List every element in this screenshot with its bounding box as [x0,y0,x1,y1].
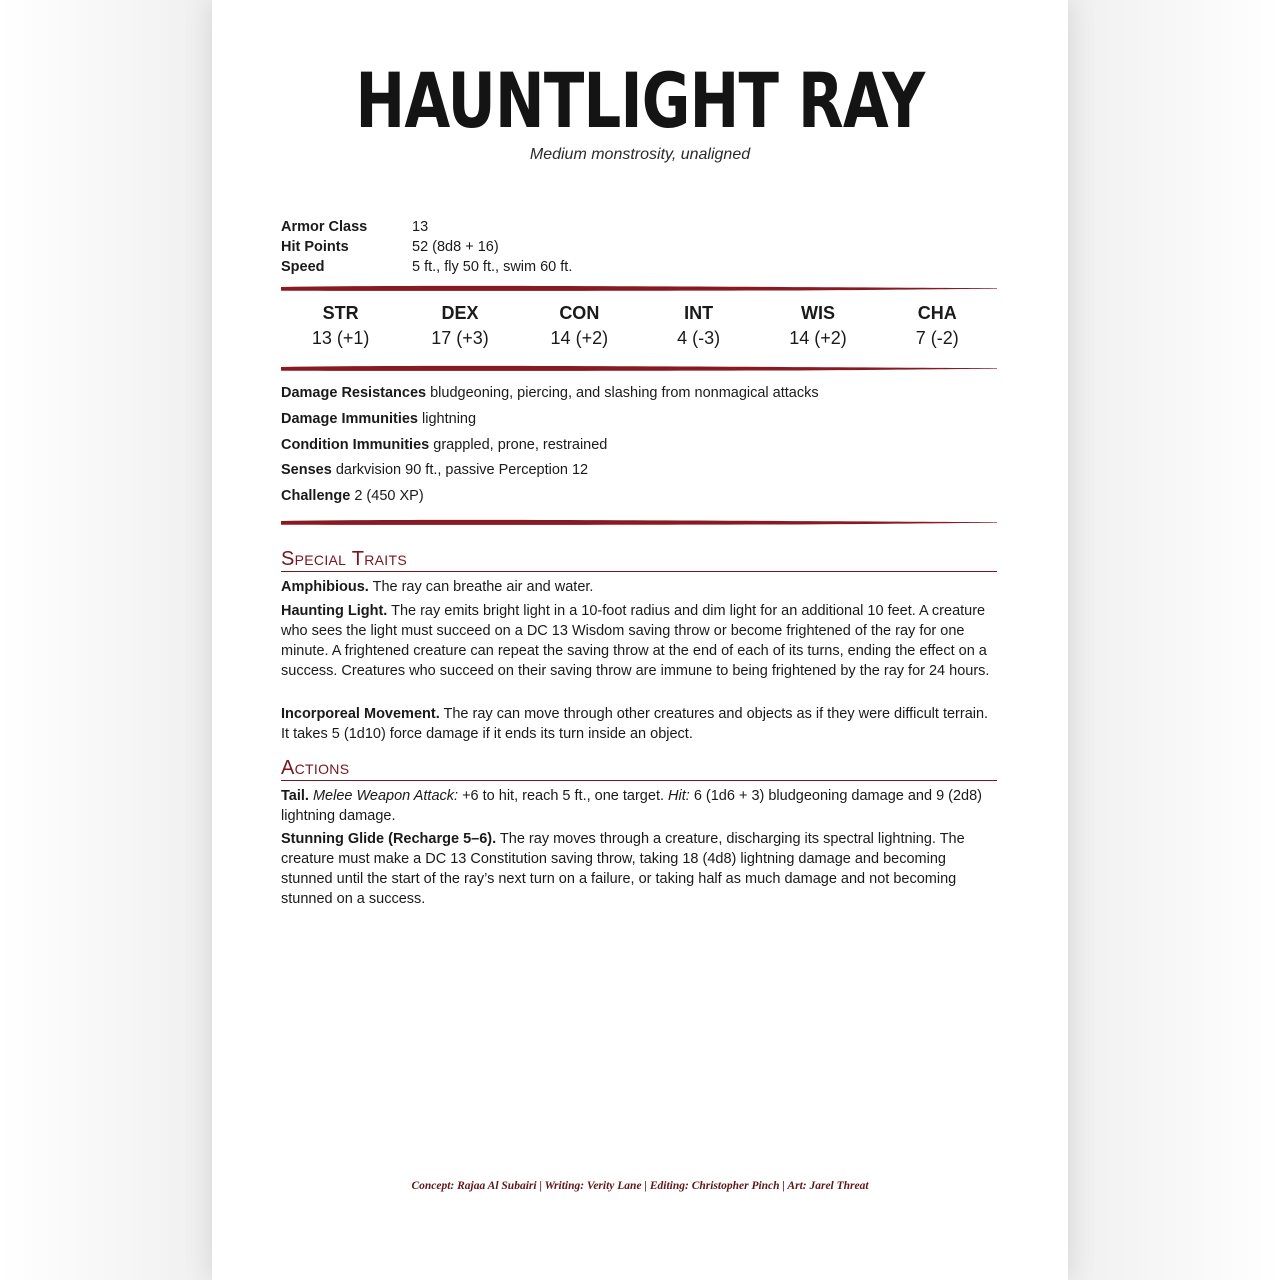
property-label: Condition Immunities [281,436,430,453]
trait-name: Haunting Light. [281,603,388,619]
speed-value: 5 ft., fly 50 ft., swim 60 ft. [412,259,573,275]
divider-rule [281,518,997,524]
ability-value: 13 (+1) [311,328,370,348]
ability-name: WIS [800,303,835,323]
ability-con [520,300,639,350]
trait-amphibious [281,577,997,597]
damage-immunities [281,407,997,433]
hit-points-row [281,237,997,257]
trait-incorporeal-movement [281,704,997,744]
property-label: Senses [281,462,332,479]
hit-label: Hit: [668,788,690,804]
armor-class-value: 13 [412,219,429,235]
action-stunning-glide [281,829,997,909]
trait-text: The ray emits bright light in a 10-foot radius and dim light for an additional 10 feet. A creature who sees the light must succeed on a DC 13 Wisdom saving throw or become frightened of the ray for one minute. A frightened creature can repeat the saving throw at the end of each of its turns, ending the effect on a success. Creatures who succeed on their saving throw are immune to being frightened by the ray for 24 hours. [281,603,990,679]
credits-line: Concept: Rajaa Al Subairi | Writing: Verity Lane | Editing: Christopher Pinch | Art: Jarel Threat [411,1180,869,1192]
property-lines [281,381,997,510]
condition-immunities [281,433,997,459]
property-value: lightning [422,410,477,427]
monster-name: HAUNTLIGHT RAY [355,56,925,145]
property-label: Challenge [281,488,351,505]
trait-haunting-light [281,601,997,681]
speed-label: Speed [281,259,325,275]
trait-name: Incorporeal Movement. [281,706,440,722]
ability-value: 14 (+2) [789,328,847,348]
ability-value: 17 (+3) [431,328,489,348]
hit-text: 6 (1d6 + 3) bludgeoning damage and 9 (2d8) lightning damage. [281,788,983,824]
basic-stats [281,217,997,277]
challenge [281,484,997,510]
hit-points-value: 52 (8d8 + 16) [412,239,499,255]
hit-points-label: Hit Points [281,239,349,255]
action-name: Tail. [281,788,309,804]
ability-name: DEX [441,303,479,323]
divider-rule [281,364,997,370]
ability-cha [878,300,997,350]
ability-value: 14 (+2) [550,328,609,348]
stat-block-page [212,0,1068,1280]
armor-class-row [281,217,997,237]
ability-str [281,300,400,350]
ability-dex [400,300,519,350]
ability-wis [758,300,877,350]
speed-row [281,257,997,277]
ability-scores [281,300,997,350]
action-tail [281,786,997,826]
special-traits-heading: Special Traits [281,547,997,572]
damage-resistances [281,381,997,407]
trait-text: The ray can breathe air and water. [372,579,594,595]
divider-rule [281,284,997,290]
monster-type-line: Medium monstrosity, unaligned [529,146,751,163]
actions-heading: Actions [281,756,997,781]
property-value: darkvision 90 ft., passive Perception 12 [335,462,589,479]
ability-value: 4 (-3) [677,328,721,348]
property-label: Damage Immunities [281,410,418,427]
attack-text: +6 to hit, reach 5 ft., one target. [462,788,664,804]
ability-name: STR [322,303,359,323]
action-text: The ray moves through a creature, discharging its spectral lightning. The creature must make a DC 13 Constitution saving throw, taking 18 (4d8) lightning damage and becoming stunned until the start of the ray’s next turn on a failure, or taking half as much damage and not becoming stunned on a success. [281,831,965,907]
property-label: Damage Resistances [281,385,427,401]
trait-name: Amphibious. [281,579,369,595]
ability-name: CON [559,303,600,323]
property-value: 2 (450 XP) [354,488,424,505]
armor-class-label: Armor Class [281,219,368,235]
ability-name: INT [684,303,714,323]
action-name: Stunning Glide (Recharge 5–6). [281,831,497,847]
ability-value: 7 (-2) [915,328,959,348]
property-value: bludgeoning, piercing, and slashing from nonmagical attacks [430,385,819,401]
ability-int [639,300,758,350]
property-value: grappled, prone, restrained [433,436,608,453]
attack-type: Melee Weapon Attack: [312,788,459,804]
ability-name: CHA [917,303,957,323]
trait-text: The ray can move through other creatures and objects as if they were difficult terrain. It takes 5 (1d10) force damage if it ends its turn inside an object. [281,706,989,742]
senses [281,458,997,484]
